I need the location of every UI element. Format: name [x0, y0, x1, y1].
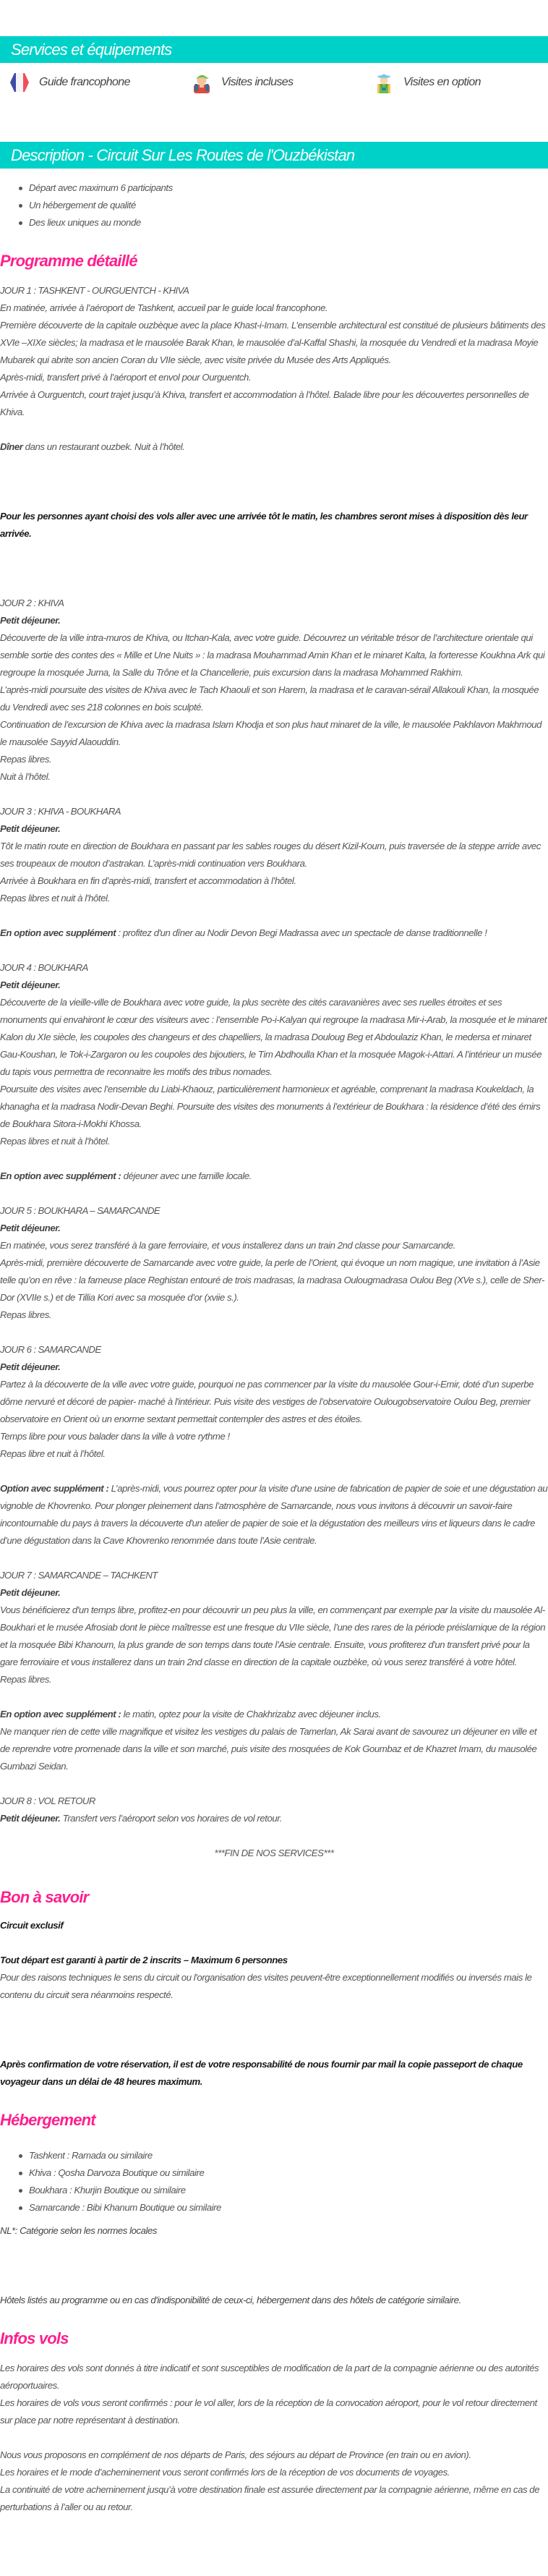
spacer [0, 1150, 548, 1168]
backpacker-icon [191, 72, 213, 93]
flight-info: Les horaires de vols vous seront confirmés : pour le vol aller, lors de la réception de la convocation aéroport, pour le vol retour directement sur place par notre représentant à destination. [0, 2397, 537, 2426]
option-note [0, 924, 548, 942]
spacer [0, 2004, 548, 2039]
services-list [0, 63, 548, 142]
day-text: En matinée, vous serez transféré à la gare ferroviaire, et vous installerez dans un train 2nd classe pour Samarcande. [0, 1240, 455, 1251]
day-text: Continuation de l’excursion de Khiva avec la madrasa Islam Khodja et son plus haut minaret de la ville, le mausolée Pakhlavon Makhmoud le mausolée Sayyid Alaouddin. [0, 719, 541, 747]
dinner-note [0, 438, 548, 456]
breakfast-label: Petit déjeuner. [0, 979, 61, 990]
day-title: JOUR 2 : KHIVA [0, 598, 64, 608]
spacer [0, 2240, 548, 2274]
day-text: Repas libres et nuit à l’hôtel. [0, 893, 110, 904]
day-text: Temps libre pour vous balader dans la ville à votre rythme ! [0, 1431, 230, 1442]
spacer [0, 907, 548, 924]
spacer [0, 1827, 548, 1845]
day-text: L’après-midi poursuite des visites de Khiva avec le Tach Khaouli et son Harem, la madrasa et le caravan-sérail Allakouli Khan, la mosquée du Vendredi avec ses 218 colonnes en bois sculpté. [0, 684, 539, 713]
bon-a-savoir [0, 1917, 548, 2091]
day-text: Partez à la découverte de la ville avec votre guide, pourquoi ne pas commencer par la visite du mausolée Gour-i-Emir, doté d’un superbe dôme nervuré et décoré de papier- maché à l'intérieur. Puis visite des vestiges de l’observatoire Oulougobservatoire Oulou Beg, premier observatoire en Orient où un enorme sextant permettait contempler des astres et des étoiles. [0, 1379, 534, 1424]
programme-heading: Programme détaillé [0, 252, 137, 270]
flight-info: La continuité de votre acheminement jusqu’à votre destination finale est assurée directement par la compagnie aérienne, même en cas de perturbations à l’aller ou au retour. [0, 2484, 540, 2512]
spacer [0, 1324, 548, 1341]
dinner-text: dans un restaurant ouzbek. Nuit à l’hôtel. [22, 441, 185, 452]
day-text: Repas libres. [0, 754, 52, 765]
option-text: le matin, optez pour la visite de Chakhrizabz avec déjeuner inclus. [121, 1709, 381, 1720]
category-note: NL*: Catégorie selon les normes locales [0, 2225, 158, 2236]
day-title: JOUR 8 : VOL RETOUR [0, 1795, 95, 1806]
exclusive-label: Circuit exclusif [0, 1920, 64, 1931]
day-text: Repas libre et nuit à l’hôtel. [0, 1448, 106, 1459]
breakfast-label: Petit déjeuner. [0, 1361, 61, 1372]
day-text: Découverte de la ville intra-muros de Khiva, ou Itchan-Kala, avec votre guide. Découvrez un véritable trésor de l’architecture orientale qui semble sortie des contes des « Mille et Une Nuits » : la madrasa Mouhammad Amin Khan et le minaret Kalta, la forteresse Koukhna Ark qui regroupe la mosquée Juma, la Salle du Trône et la Chancellerie, puis excursion dans la madrasa Mohammed Rakhim. [0, 632, 545, 678]
option-label: Option avec supplément : [0, 1483, 109, 1494]
option-note [0, 1168, 548, 1185]
services-banner: Services et équipements [0, 36, 548, 63]
hebergement-heading: Hébergement [0, 2111, 95, 2129]
highlight-item: Des lieux uniques au monde [17, 214, 548, 231]
spacer [0, 2516, 548, 2533]
option-label: En option avec supplément : [0, 1170, 121, 1181]
spacer [0, 1775, 548, 1793]
day-1 [0, 282, 548, 595]
hotel-item: Samarcande : Bibi Khanum Boutique ou similaire [17, 2199, 548, 2216]
day-4 [0, 959, 548, 1202]
breakfast-label: Petit déjeuner. [0, 615, 61, 626]
hotel-item: Tashkent : Ramada ou similaire [17, 2147, 548, 2164]
day-title: JOUR 3 : KHIVA - BOUKHARA [0, 806, 121, 817]
spacer [0, 1463, 548, 1480]
day-text: Repas libres. [0, 1309, 52, 1320]
spacer [0, 786, 548, 803]
spacer [0, 456, 548, 490]
spacer [0, 490, 548, 508]
day-text: Découverte de la vieille-ville de Boukhara avec votre guide, la plus secrète des cités caravanières avec ses ruelles étroites et ses monuments qui envahiront le cœur des visiteurs avec : l’ensemble Po-i-Kalyan qui regroupe la madrasa Mir-i-Arab, la mosquée et le minaret Kalon du XIe siècle, les coupoles des changeurs et des chapelliers, la madrasa Douloug Beg et Abdoulaziz Khan, le medersa et minaret Gau-Koushan, le Tok-i-Zargaron ou les coupoles des bijoutiers, le Tim Abdhoulla Khan et la mosquée Magok-i-Attari. A l’intérieur un musée du tapis vous permettra de reconnaitre les motifs des tribus nomades. [0, 997, 547, 1077]
infos-vols-heading: Infos vols [0, 2329, 69, 2347]
service-label: Visites incluses [221, 76, 294, 88]
service-label: Guide francophone [39, 76, 130, 88]
day-text: Arrivée à Boukhara en fin d’après-midi, transfert et accommodation à l’hôtel. [0, 875, 296, 886]
dinner-label: Dîner [0, 441, 23, 452]
end-of-services: ***FIN DE NOS SERVICES*** [214, 1848, 334, 1858]
breakfast-label: Petit déjeuner. [0, 1813, 61, 1824]
infos-vols [0, 2360, 548, 2516]
day-6 [0, 1341, 548, 1567]
day-text: Vous bénéficierez d'un temps libre, profitez-en pour découvrir un peu plus la ville, en commençant par exemple par la visite du mausolée Al-Boukhari et le musée Afrosiab dont le pièce maîtresse est une fresque du VIIe siècle, l’une des rares de la période préislamique de la région et la mosquée Bibi Khanoum, la plus grande de son temps dans toute l’Asie centrale. Ensuite, vous profiterez d'un transfert privé pour la gare ferroviaire et vous installerez dans un train 2nd classe en direction de la capitale ouzbèke, où vous serez transféré à votre hôtel. [0, 1604, 546, 1667]
day-title: JOUR 5 : BOUKHARA – SAMARCANDE [0, 1205, 160, 1216]
highlight-item: Un hébergement de qualité [17, 197, 548, 214]
breakfast-label: Petit déjeuner. [0, 1223, 61, 1233]
day-text: Après-midi, première découverte de Samarcande avec votre guide, la perle de l’Orient, qui évoque un nom magique, une invitation à l’Asie telle qu’on en rêve : la fameuse place Reghistan entouré de trois madrasas, la madrasa Oulougmadrasa Oulou Beg (XVe s.), celle de Sher-Dor (XVIIe s.) et de Tillia Kori avec sa mosquée d’or (xviie s.). [0, 1257, 544, 1303]
service-visits-optional [364, 72, 547, 142]
breakfast-label: Petit déjeuner. [0, 823, 61, 834]
day-text: En matinée, arrivée à l’aéroport de Tashkent, accueil par le guide local francophone. [0, 302, 328, 313]
description-banner: Description - Circuit Sur Les Routes de l'Ouzbékistan [0, 142, 548, 169]
option-more: Ne manquer rien de cette ville magnifique et visitez les vestiges du palais de Tamerlan, Ak Sarai avant de savourez un déjeuner en ville et de reprendre votre promenade dans la ville et son marché, puis visite des mosquées de Kok Goumbaz et de Khazret Imam, du mausolée Gumbazi Seidan. [0, 1726, 537, 1772]
service-visits-included [182, 72, 364, 142]
day-text: Arrivée à Ourguentch, court trajet jusqu’à Khiva, transfert et accommodation à l’hôtel. Balade libre pour les découvertes personnelles de Khiva. [0, 389, 529, 417]
french-flag-icon [9, 72, 30, 93]
spacer [0, 2039, 548, 2056]
day-3 [0, 803, 548, 959]
day-title: JOUR 6 : SAMARCANDE [0, 1344, 101, 1355]
day-text [0, 1810, 548, 1827]
bon-a-savoir-heading: Bon à savoir [0, 1888, 89, 1906]
spacer [0, 2274, 548, 2292]
tourist-camera-icon [373, 72, 395, 93]
spacer [0, 577, 548, 595]
day-title: JOUR 7 : SAMARCANDE – TACHKENT [0, 1570, 158, 1581]
day-text: Tôt le matin route en direction de Boukhara en passant par les sables rouges du désert Kizil-Koum, puis traversée de la steppe arride avec ses troupeaux de mouton d’astrakan. L’après-midi continuation vers Boukhara. [0, 841, 541, 869]
day-title: JOUR 4 : BOUKHARA [0, 962, 88, 973]
service-guide [0, 72, 182, 142]
day-text: Première découverte de la capitale ouzbèque avec la place Khast-i-Imam. L’ensemble architectural est constitué de plusieurs bâtiments des XVIe –XIXe siècles; la madrasa et le mausolée Barak Khan, le mausolée d’al-Kaffal Shashi, la mosquée du Vendredi et la madrasa Moyie Mubarek qui abrite son ancien Coran du VIIe siècle, avec visite privée du Musée des Arts Appliqués. [0, 320, 546, 365]
hotels-disclaimer: Hôtels listés au programme ou en cas d'indisponibilité de ceux-ci, hébergement dans des hôtels de catégorie similaire. [0, 2295, 461, 2305]
option-label: En option avec supplément [0, 927, 116, 938]
day-text: Poursuite des visites avec l’ensemble du Liabi-Khaouz, particulièrement harmonieux et agréable, comprenant la madrasa Koukeldach, la khanagha et la madrasa Nodir-Devan Beghi. Poursuite des visites des monuments à l’extérieur de Boukhara : la résidence d’été des émirs de Boukhara Sitora-i-Mokhi Khossa. [0, 1084, 541, 1129]
day-text: Après-midi, transfert privé à l’aéroport et envol pour Ourguentch. [0, 372, 252, 383]
breakfast-label: Petit déjeuner. [0, 1587, 61, 1598]
highlights-list [0, 169, 548, 231]
day-8 [0, 1793, 548, 1862]
day-text: Repas libres et nuit à l’hôtel. [0, 1136, 110, 1147]
spacer [0, 942, 548, 959]
day-5 [0, 1202, 548, 1341]
option-note [0, 1480, 548, 1550]
spacer [0, 1185, 548, 1202]
flight-info: Les horaires et le mode d’acheminement vous seront confirmés lors de la réception de vos documents de voyages. [0, 2467, 450, 2478]
option-label: En option avec supplément : [0, 1709, 121, 1720]
service-label: Visites en option [403, 76, 481, 88]
early-arrival-note: Pour les personnes ayant choisi des vols aller avec une arrivée tôt le matin, les chambres seront mises à disposition dès leur arrivée. [0, 511, 528, 539]
option-text: : profitez d'un dîner au Nodir Devon Begi Madrassa avec un spectacle de danse traditionnelle ! [116, 927, 487, 938]
day-text: Repas libres. [0, 1674, 52, 1685]
highlight-item: Départ avec maximum 6 participants [17, 179, 548, 197]
spacer [0, 1550, 548, 1567]
spacer [0, 543, 548, 577]
day-text: Nuit à l’hôtel. [0, 771, 51, 782]
flight-info: Les horaires des vols sont donnés à titre indicatif et sont susceptibles de modification de la part de la compagnie aérienne ou des autorités aéroportuaires. [0, 2363, 539, 2391]
spacer [0, 421, 548, 438]
day-8-text: Transfert vers l’aéroport selon vos horaires de vol retour. [60, 1813, 282, 1824]
hebergement [0, 2141, 548, 2309]
option-note [0, 1706, 548, 1723]
guarantee-note: Pour des raisons techniques le sens du circuit ou l'organisation des visites peuvent-être exceptionnellement modifiés ou inversés mais le contenu du circuit sera néanmoins respecté. [0, 1972, 532, 2000]
hotel-list [0, 2141, 548, 2222]
flight-info: Nous vous proposons en complément de nos départs de Paris, des séjours au départ de Province (en train ou en avion). [0, 2449, 471, 2460]
spacer [0, 1934, 548, 1952]
day-2 [0, 595, 548, 803]
spacer [0, 1688, 548, 1706]
option-text: déjeuner avec une famille locale. [121, 1170, 252, 1181]
guarantee-text: Tout départ est garanti à partir de 2 inscrits – Maximum 6 personnes [0, 1955, 288, 1965]
hotel-item: Khiva : Qosha Darvoza Boutique ou similaire [17, 2164, 548, 2182]
hotel-item: Boukhara : Khurjin Boutique ou similaire [17, 2182, 548, 2199]
passport-note: Après confirmation de votre réservation, il est de votre responsabilité de nous fournir par mail la copie passeport de chaque voyageur dans un délai de 48 heures maximum. [0, 2059, 523, 2087]
spacer [0, 2429, 548, 2447]
day-7 [0, 1567, 548, 1793]
option-text: L’après-midi, vous pourrez opter pour la visite d'une usine de fabrication de papier de soie et une dégustation au vignoble de Khovrenko. Pour plonger pleinement dans l’atmosphère de Samarcande, nous vous invitons à découvrir un savoir-faire incontournable du pays à travers la découverte d'un atelier de papier de soie et la dégustation des meilleurs vins et liqueurs dans le cadre d’une dégustation dans la Cave Khovrenko renommée dans toute l’Asie centrale. [0, 1483, 548, 1546]
day-title: JOUR 1 : TASHKENT - OURGUENTCH - KHIVA [0, 285, 189, 296]
